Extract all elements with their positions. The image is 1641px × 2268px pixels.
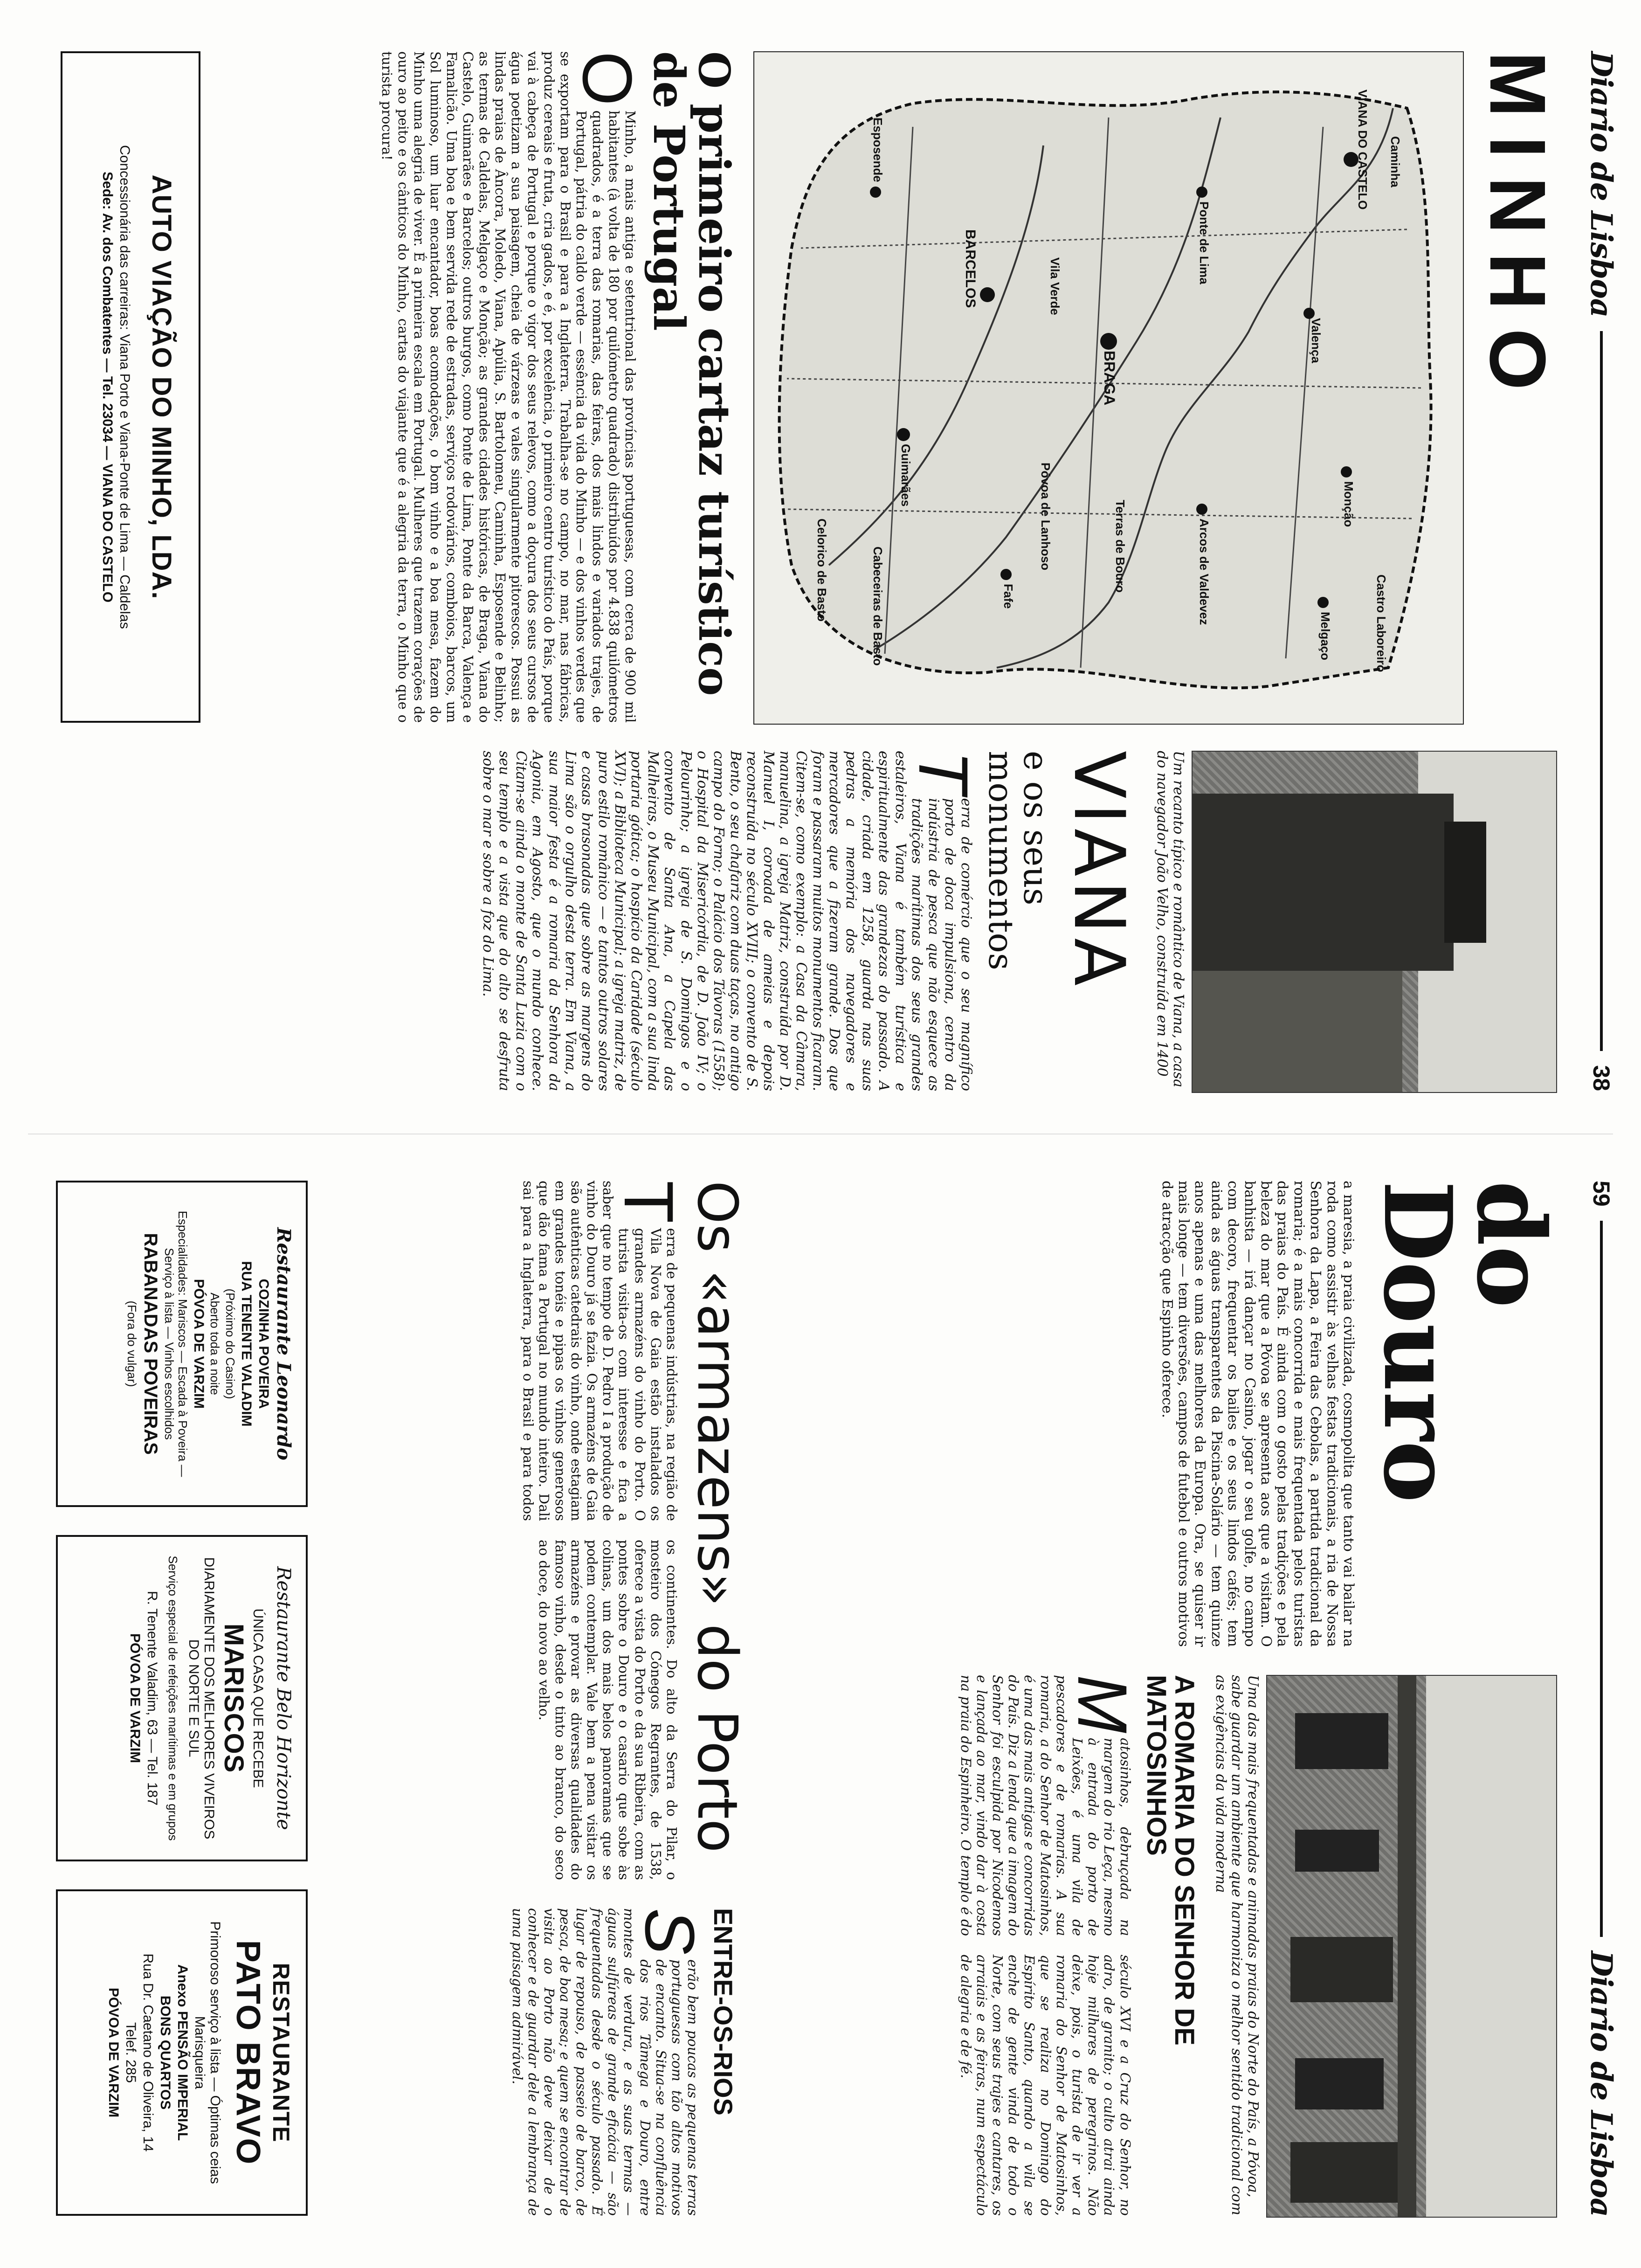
map-label-ponte-lima: Ponte de Lima — [1197, 201, 1211, 284]
map-label-caminha: Caminha — [1388, 136, 1402, 187]
ad-auto-viacao-name: AUTO VIAÇÃO DO MINHO, LDA. — [146, 174, 177, 600]
ad-leonardo-line6: Especialidades: Mariscos — Escada à Poveira — Serviço à lista — Vinhos escolhidos — [162, 1210, 190, 1477]
map-label-esposende: Esposende — [871, 118, 885, 182]
ad-auto-viacao-line1: Concessionária das carreiras: Viana Porto e Viana-Ponte de Lima — Caldelas — [117, 145, 133, 629]
viana-photo — [1192, 751, 1557, 1093]
cartaz-article — [379, 51, 737, 723]
entre-os-rios-title: ENTRE-OS-RIOS — [709, 1908, 738, 2116]
ad-pato-bravo-line4: Rua Dr. Caetano de Oliveira, 14 — [140, 1953, 156, 2152]
ad-leonardo-line4: Aberto toda a noite — [208, 1293, 222, 1395]
map-label-braga: BRAGA — [1101, 351, 1118, 406]
header-rule — [1600, 1221, 1603, 1937]
map-label-melgaco: Melgaço — [1318, 612, 1332, 661]
cartaz-body: OMinho, a mais antiga e setentrional das províncias portuguesas, com cerca de 900 mil habitantes (à volta de 180 por quilómetro quadrado) distribuídos por 4.838 quilómetros quadrados, é a terra das romarias, das feiras, dos mais lindos e variados trajes, de Portugal, pátria do caldo verde — essência da vida do Minho — e dos vinhos verdes que se exportam para o Brasil e para a Inglaterra. Trabalha-se no campo, no mar, nas fábricas, produz cereais e fruta, cria gados, e é, por excelência, o primeiro centro turístico do País, porque vai à cabeça de Portugal e porque o vigor dos seus relevos, como a doçura dos seus cursos de água poetizam a sua paisagem, cheia de várzeas e vales singularmente pitorescos. Possui as lindas praias de Âncora, Moledo, Viana, Apúlia, S. Bartolomeu, Caminha, Esposende e Belinho; as termas de Caldelas, Melgaço e Monção; as grandes cidades históricas, de Braga, Viana do Castelo, Guimarães e Barcelos; outros burgos, como Ponte de Lima, Ponte da Barca, Valença e Famalicão. Uma boa e bem servida rede de estradas, serviços rodoviários, comboios, barcos, um Sol luminoso, um luar encantador, boas acomodações, o bom vinho e a boa mesa, fazem do Minho uma alegria de viver. É a primeira escala em Portugal. Mulheres que trazem corações de ouro ao peito e os cânticos do Minho, cartas do viajante que é a alegria da terra, o Minho que o turista procura! — [379, 51, 647, 723]
ad-leonardo-name: Restaurante Leonardo — [273, 1227, 295, 1460]
map-label-barcelos: BARCELOS — [963, 229, 978, 308]
map-label-viana: VIANA DO CASTELO — [1356, 90, 1370, 210]
ad-pato-bravo-line2: Anexo PENSÃO IMPERIAL — [174, 1964, 190, 2141]
armazens-headline: Os «armazens» do Porto — [685, 1181, 750, 1853]
ad-belo-horizonte-line4: Serviço especial de refeições marítimas e em grupos — [166, 1556, 180, 1841]
map-label-cabeceiras: Cabeceiras de Basto — [871, 546, 885, 666]
ad-pato-bravo-line1: Primoroso serviço à lista — Óptimas ceias Marisqueira — [192, 1921, 223, 2184]
map-label-arcos: Arcos de Valdevez — [1197, 519, 1211, 625]
viana-photo-caption: Um recanto típico e romântico de Viana, a casa do navegador João Velho, construída em 1400 — [1154, 751, 1186, 1088]
ad-leonardo-line2: RUA TENENTE VALADIM — [239, 1261, 254, 1427]
povoa-block — [958, 1675, 1557, 2216]
ad-pato-bravo-name2: PATO BRAVO — [229, 1940, 267, 2165]
ad-leonardo-line3: (Próximo do Casino) — [223, 1288, 237, 1399]
ad-auto-viacao-line2: Sede: Av. dos Combatentes — Tel. 23034 — VIANA DO CASTELO — [100, 171, 116, 603]
armazens-body: Terra de pequenas indústrias, na região de Vila Nova de Gaia estão instalados os grandes armazéns do vinho do Porto. O turista visita-os com interesse e fica a saber que no tempo de D. Pedro I a produção de vinho do Douro já se fazia. Os armazéns de Gaia são autênticas catedrais do vinho, onde estagiam em grandes tonéis e pipas os vinhos generosos que dão fama a Portugal no mundo inteiro. Dali sai para a Inglaterra, para o Brasil e para todos os continentes. Do alto da Serra do Pilar, o mosteiro dos Cónegos Regrantes, de 1538, oferece a vista do Porto e da sua Ribeira, com as pontes sobre o Douro e o casario que sobe às colinas, um dos mais belos panoramas que se podem contemplar. Vale bem a pena visitar os armazéns e provar as diversas qualidades do famoso vinho, desde o tinto ao branco, do seco ao doce, do novo ao velho. — [520, 1181, 689, 1880]
map-label-valenca: Valença — [1309, 318, 1323, 363]
matosinhos-body: Matosinhos, debruçada na margem do rio Leça, mesmo à entrada do porto de Leixões, é uma vila de pescadores e de romarias. A sua romaria, a do Senhor de Matosinhos, é uma das mais antigas e concorridas do País. Diz a lenda que a imagem do Senhor foi esculpida por Nicodemos e lançada ao mar, vindo dar à costa na praia do Espinheiro. O templo é do século XVI e a Cruz do Senhor, no adro, de granito; o culto atrai ainda hoje milhares de peregrinos. Não deixe, pois, o turista de ir ver a romaria do Senhor de Matosinhos, que se realiza no Domingo do Espírito Santo, quando a vila se enche de gente vinda de todo o Norte, com seus trajes e cantares, os arraiais e as feiras, num espectáculo de alegria e de fé. — [958, 1675, 1142, 2216]
map-label-castro-laboreiro: Castro Laboreiro — [1374, 574, 1388, 672]
viana-subtitle: e os seus monumentos — [981, 751, 1056, 970]
masthead: Diario de Lisboa — [1584, 51, 1619, 318]
ad-belo-horizonte-line6: PÓVOA DE VARZIM — [127, 1633, 143, 1763]
cartaz-headline: O primeiro cartaz turístico de Portugal — [644, 51, 739, 696]
ad-belo-horizonte-line2: MARISCOS — [219, 1623, 249, 1773]
minho-map — [753, 51, 1464, 725]
viana-body: Terra de comércio que o seu magnífico porto de doca impulsiona, centro da indústria de pesca que não esquece as tradições marítimas dos seus grandes estaleiros, Viana é também turística e espiritualmente das grandezas do passado. A cidade, criada em 1258, guarda nas suas pedras a memória dos navegadores e mercadores que a fizeram grande. Dos que foram e passaram muitos monumentos ficaram. Citem-se, como exemplo: a Casa da Câmara, manuelina, a igreja Matriz, construída por D. Manuel I, coroada de ameias e depois reconstruída no século XVIII; o convento de S. Bento, o seu chafariz com duas taças, no antigo campo do Forno; o Palácio dos Távoras (1558); o Hospital da Misericórdia, de D. João IV; o Pelourinho; a igreja de S. Domingos e o convento de Santa Ana, a Capela das Malheiras, o Museu Municipal, com a sua linda portaria gótica; o hospício da Caridade (século XVI); a Biblioteca Municipal; a igreja matriz, de puro estilo românico — e tantos outros solares e casas brasonadas que sobre as margens do Lima são o orgulho desta terra. Em Viana, a sua maior festa é a romaria da Senhora da Agonia, em Agosto, que o mundo conhece. Citam-se ainda o monte de Santa Luzia com o seu templo e a vista que do alto se desfruta sobre o mar e sobre a foz do Lima. — [479, 751, 983, 1091]
ad-belo-horizonte-line3: DIARIAMENTE DOS MELHORES VIVEIROS DO NORTE E SUL — [186, 1557, 217, 1839]
running-head-right — [1580, 1181, 1622, 2217]
minho-title-block — [1473, 51, 1562, 723]
povoa-photo — [1266, 1675, 1557, 2218]
page-number: 59 — [1588, 1181, 1614, 1207]
ad-leonardo-line5: PÓVOA DE VARZIM — [191, 1279, 207, 1409]
running-head-left — [1580, 51, 1622, 1091]
ad-pato-bravo-line5: Telef. 285 — [123, 2022, 138, 2083]
ad-restaurante-pato-bravo — [56, 1889, 308, 2216]
armazens-article — [520, 1181, 750, 1880]
ad-pato-bravo-line3: BONS QUARTOS — [157, 1995, 173, 2110]
povoa-photo-caption: Uma das mais frequentadas e animadas praias do Norte do País, a Póvoa, sabe guardar um ambiente que harmoniza o melhor sentido tradicional com as exigências da vida moderna — [1213, 1675, 1261, 2216]
entre-os-rios-article — [510, 1908, 746, 2216]
minho-title: MINHO — [1473, 51, 1562, 409]
page-right — [0, 1134, 1641, 2268]
douro-intro: a maresia, a praia civilizada, cosmopolita que tanto vai bailar na roda como assistir às velhas festas tradicionais, a ria de Nossa Senhora da Lapa, a Feira das Cebolas, a partida tradicional da romaria; é a mais concorrida e mais frequentada pelos turistas das praias do País. É ainda com o gosto pelas tradições e pela beleza do mar que a Póvoa se apresenta aos que a visitam. O banhista — irá dançar no Casino, jogar o seu golfe, no campo com decoro, frequentar os bailes e os seus lindos cafés; tem ainda as águas transparentes da Piscina-Solário — tem quinze anos apenas e uma das melhores da Europa. Ora, se quiser ir mais longe — tem diversões, campos de futebol e outros motivos de atracção que Espinho oferece. — [1158, 1181, 1357, 1647]
header-rule — [1600, 331, 1603, 1051]
map-label-fafe: Fafe — [1001, 584, 1015, 609]
ad-belo-horizonte-line5: R. Tenente Valadim, 63 — Tel. 187 — [144, 1590, 160, 1806]
viana-title: VIANA — [1058, 751, 1139, 991]
entre-os-rios-body: Serão bem poucas as pequenas terras portuguesas com tão altos motivos de encanto. Situa-se na confluência dos rios Tâmega e Douro, entre montes de verdura, e as suas termas — águas sulfúreas de grande eficácia — são frequentadas desde o século passado. É lugar de repouso, de passeio de barco, de pesca, de boa mesa; e quem se encontrar de visita ao Porto não deve deixar de o conhecer e de guardar dele a lembrança de uma paisagem admirável. — [509, 1908, 710, 2216]
ad-pato-bravo-name1: RESTAURANTE — [268, 1963, 294, 2143]
douro-title: do Douro — [1363, 1181, 1565, 1503]
map-label-povoa: Póvoa de Lanhoso — [1039, 463, 1053, 571]
ad-auto-viacao — [61, 51, 200, 723]
map-label-celorico: Celorico de Basto — [815, 519, 829, 622]
ad-leonardo-line8: (Fora do vulgar) — [124, 1300, 139, 1387]
ad-restaurante-leonardo — [56, 1181, 308, 1507]
ad-belo-horizonte-line1: ÚNICA CASA QUE RECEBE — [250, 1608, 266, 1788]
viana-article — [480, 751, 1557, 1091]
ad-leonardo-line1: COZINHA POVEIRA — [256, 1279, 271, 1409]
map-label-terras-bouro: Terras de Bouro — [1113, 500, 1127, 593]
map-label-guimaraes: Guimarães — [899, 444, 913, 507]
page-number: 38 — [1588, 1065, 1614, 1091]
map-label-moncao: Monção — [1342, 481, 1356, 527]
ad-leonardo-line7: RABANADAS POVEIRAS — [140, 1233, 161, 1455]
map-label-vila-verde: Vila Verde — [1048, 257, 1062, 315]
douro-article — [1158, 1181, 1565, 1647]
ad-belo-horizonte-name: Restaurante Belo Horizonte — [273, 1566, 294, 1830]
masthead: Diario de Lisboa — [1584, 1950, 1619, 2217]
matosinhos-headline: A ROMARIA DO SENHOR DE MATOSINHOS — [1141, 1675, 1200, 2046]
ad-pato-bravo-line6: PÓVOA DE VARZIM — [105, 1987, 121, 2118]
ad-restaurante-belo-horizonte — [56, 1535, 308, 1861]
